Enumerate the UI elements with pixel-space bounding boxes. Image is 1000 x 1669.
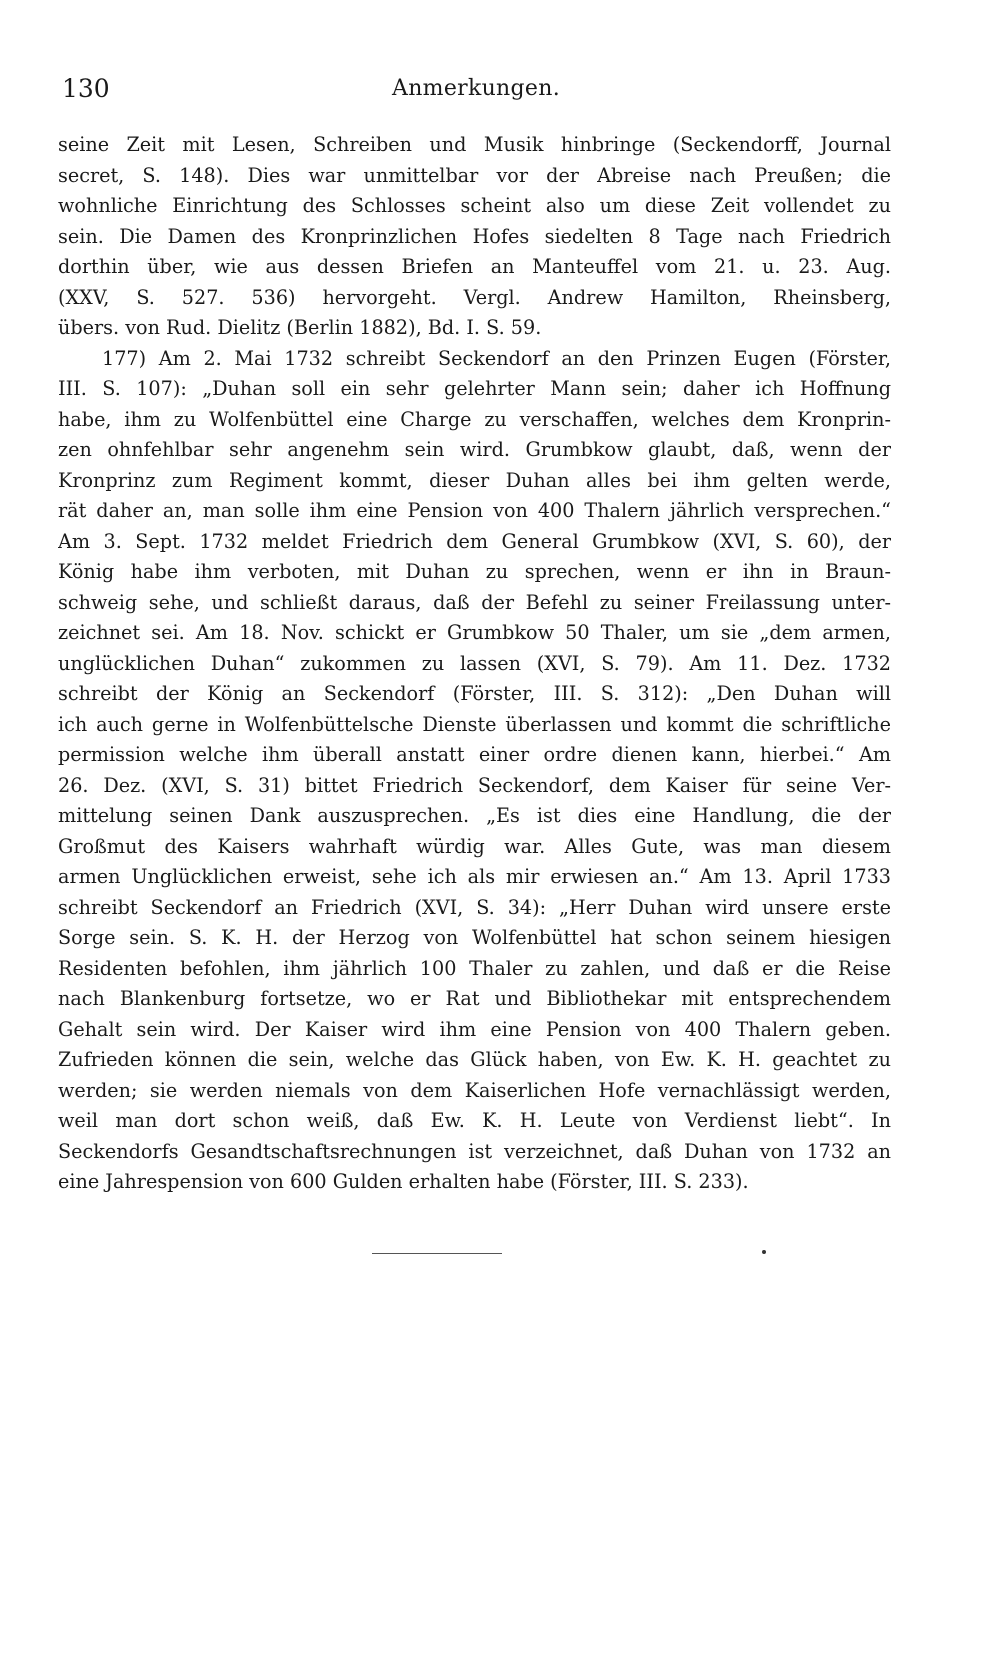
text-line: wohnliche Einrichtung des Schlosses scheint also um diese Zeit vollendet zu — [58, 194, 891, 217]
note-177-start: 177) Am 2. Mai 1732 schreibt Seckendorf an den Prinzen Eugen (Förster, — [102, 346, 891, 370]
end-rule — [372, 1253, 502, 1254]
text-line: Am 3. Sept. 1732 meldet Friedrich dem General Grumbkow (XVI, S. 60), der — [58, 529, 891, 553]
text-line: III. S. 107): „Duhan soll ein sehr gelehrter Mann sein; daher ich Hoffnung — [58, 377, 891, 400]
text-line: schreibt der König an Seckendorf (Förster, III. S. 312): „Den Duhan will — [58, 682, 891, 705]
text-line: Kronprinz zum Regiment kommt, dieser Duhan alles bei ihm gelten werde, — [58, 468, 891, 492]
text-line: rät daher an, man solle ihm eine Pension von 400 Thalern jährlich versprechen.“ — [58, 499, 891, 522]
text-line: nach Blankenburg fortsetze, wo er Rat und Bibliothekar mit entsprechendem — [58, 987, 891, 1010]
text-line: Gehalt sein wird. Der Kaiser wird ihm eine Pension von 400 Thalern geben. — [58, 1017, 891, 1041]
text-line: sein. Die Damen des Kronprinzlichen Hofes siedelten 8 Tage nach Friedrich — [58, 224, 891, 248]
text-line: zen ohnfehlbar sehr angenehm sein wird. Grumbkow glaubt, daß, wenn der — [58, 438, 891, 461]
text-line: Sorge sein. S. K. H. der Herzog von Wolfenbüttel hat schon seinem hiesigen — [58, 926, 891, 949]
text-line: (XXV, S. 527. 536) hervorgeht. Vergl. Andrew Hamilton, Rheinsberg, — [58, 285, 891, 309]
text-line: Großmut des Kaisers wahrhaft würdig war. Alles Gute, was man diesem — [58, 834, 891, 858]
text-line: König habe ihm verboten, mit Duhan zu sprechen, wenn er ihn in Braun- — [58, 560, 891, 583]
text-line: permission welche ihm überall anstatt einer ordre dienen kann, hierbei.“ Am — [58, 743, 891, 766]
text-line: Residenten befohlen, ihm jährlich 100 Thaler zu zahlen, und daß er die Reise — [58, 956, 891, 980]
text-line: armen Unglücklichen erweist, sehe ich als mir erwiesen an.“ Am 13. April 1733 — [58, 865, 891, 888]
text-line: Seckendorfs Gesandtschaftsrechnungen ist verzeichnet, daß Duhan von 1732 an — [58, 1139, 891, 1163]
page-body — [58, 130, 891, 1198]
text-line: zeichnet sei. Am 18. Nov. schickt er Grumbkow 50 Thaler, um sie „dem armen, — [58, 621, 891, 644]
text-line: mittelung seinen Dank auszusprechen. „Es ist dies eine Handlung, die der — [58, 804, 891, 827]
text-line: weil man dort schon weiß, daß Ew. K. H. Leute von Verdienst liebt“. In — [58, 1109, 891, 1132]
page-number: 130 — [62, 74, 110, 103]
text-line: habe, ihm zu Wolfenbüttel eine Charge zu verschaffen, welches dem Kronprin- — [58, 407, 891, 431]
text-line: Zufrieden können die sein, welche das Glück haben, von Ew. K. H. geachtet zu — [58, 1048, 891, 1071]
page-header — [62, 74, 890, 110]
text-line: ich auch gerne in Wolfenbüttelsche Dienste überlassen und kommt die schriftliche — [58, 712, 891, 736]
text-line: dorthin über, wie aus dessen Briefen an Manteuffel vom 21. u. 23. Aug. — [58, 255, 891, 278]
text-line: secret, S. 148). Dies war unmittelbar vor der Abreise nach Preußen; die — [58, 163, 891, 187]
text-line: schweig sehe, und schließt daraus, daß der Befehl zu seiner Freilassung unter- — [58, 590, 891, 614]
text-line: 26. Dez. (XVI, S. 31) bittet Friedrich Seckendorf, dem Kaiser für seine Ver- — [58, 773, 891, 797]
text-line: werden; sie werden niemals von dem Kaiserlichen Hofe vernachlässigt werden, — [58, 1078, 891, 1102]
running-title: Anmerkungen. — [392, 76, 560, 101]
text-line: übers. von Rud. Dielitz (Berlin 1882), Bd. I. S. 59. — [58, 316, 542, 339]
text-line: schreibt Seckendorf an Friedrich (XVI, S. 34): „Herr Duhan wird unsere erste — [58, 895, 891, 919]
text-line: eine Jahrespension von 600 Gulden erhalten habe (Förster, III. S. 233). — [58, 1170, 749, 1193]
ink-dot — [762, 1250, 766, 1254]
text-line: unglücklichen Duhan“ zukommen zu lassen (XVI, S. 79). Am 11. Dez. 1732 — [58, 651, 891, 675]
text-line: seine Zeit mit Lesen, Schreiben und Musik hinbringe (Seckendorff, Journal — [58, 133, 891, 156]
